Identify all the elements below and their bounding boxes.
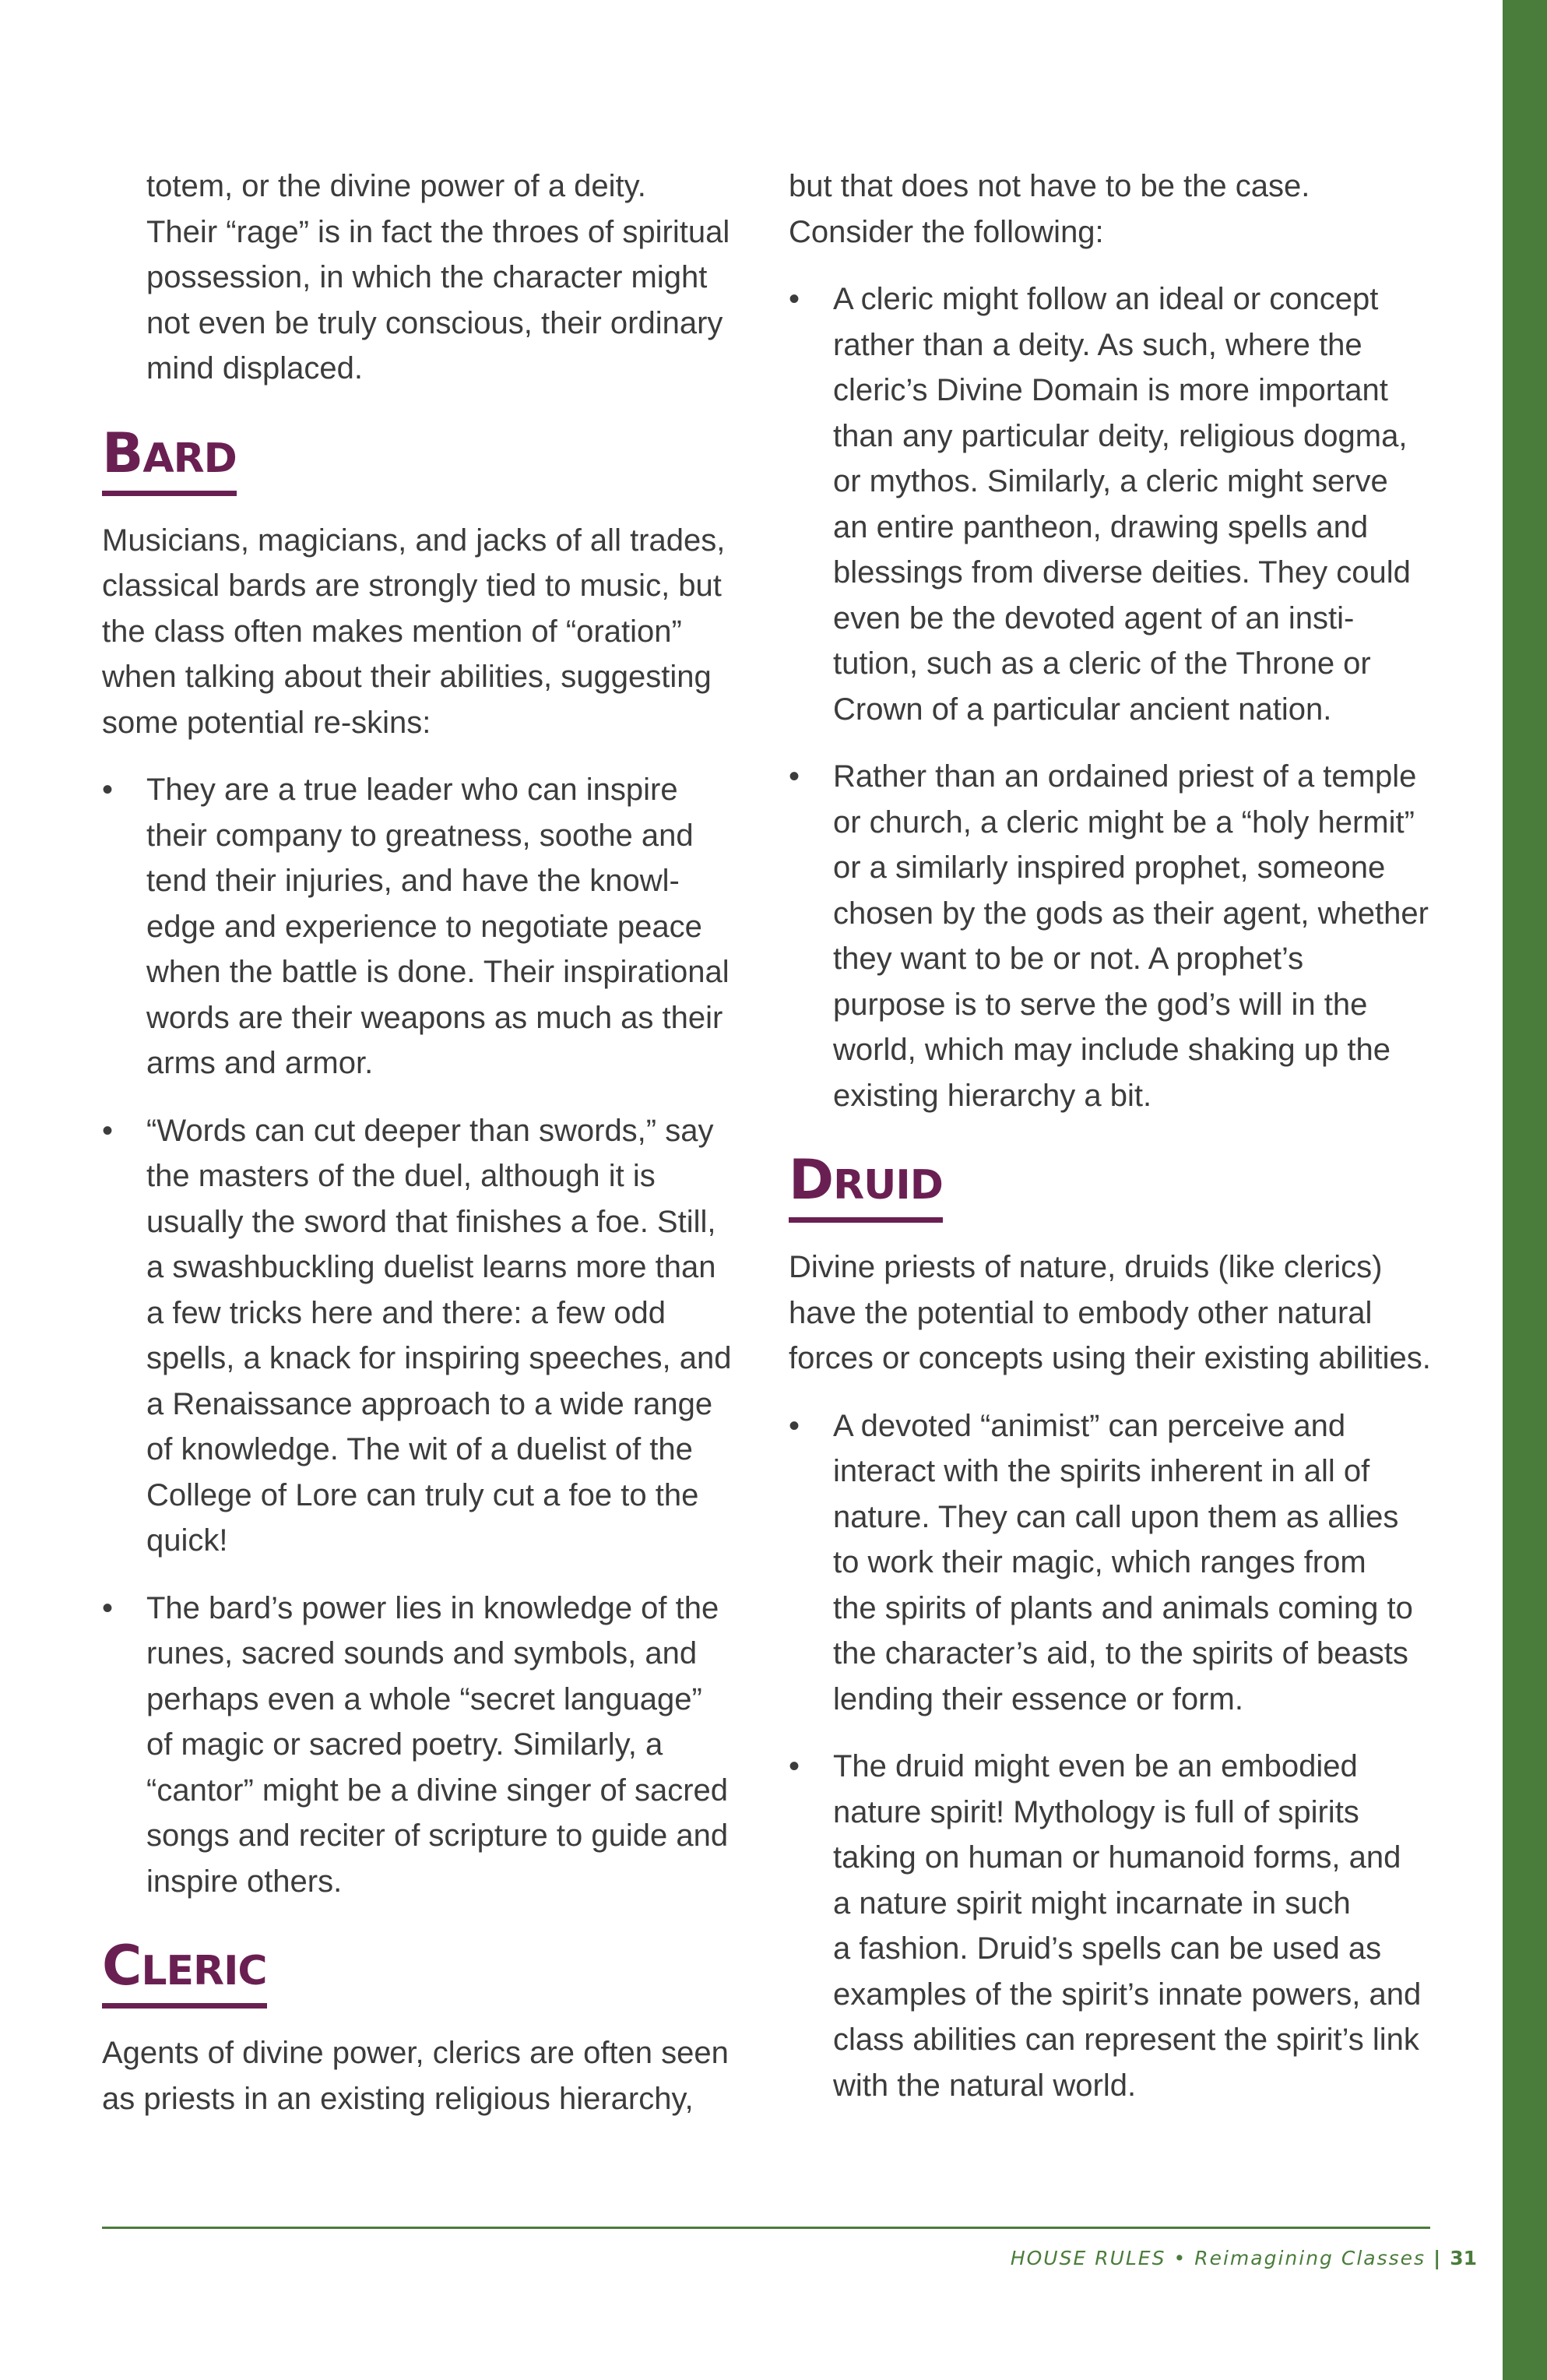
text-line: forces or concepts using their existing abilities. xyxy=(789,1341,1431,1375)
text-line: when talking about their abilities, suggesting xyxy=(102,660,712,694)
right-column xyxy=(789,164,1435,2130)
cleric-heading: CLERIC xyxy=(102,1935,267,2009)
druid-heading: DRUID xyxy=(789,1150,943,1223)
bard-heading-wrap xyxy=(102,423,748,496)
text-line: but that does not have to be the case. xyxy=(789,169,1310,203)
bullet-icon: • xyxy=(789,1408,800,1443)
cleric-bullet-item: • A cleric might follow an ideal or concept rather than a deity. As such, where the cleric’s Divine Domain is more important than any particular deity, religious dogma, or mythos. Similarly, a cleric might serve an entire pantheon, drawing spells and blessings from diverse deities. They could even be the devoted agent of an insti- tution, such as a cleric of the Throne or Crown of a particular ancient nation. xyxy=(789,276,1435,732)
bullet-icon: • xyxy=(789,759,800,794)
green-side-bar xyxy=(1503,0,1547,2380)
text-line: mind displaced. xyxy=(146,351,363,386)
text-line: have the potential to embody other natural xyxy=(789,1295,1373,1330)
text-line: classical bards are strongly tied to music, but xyxy=(102,569,722,603)
text-line: as priests in an existing religious hierarchy, xyxy=(102,2081,694,2116)
text-line: totem, or the divine power of a deity. xyxy=(146,169,646,203)
cleric-intro-paragraph xyxy=(102,2030,748,2121)
druid-bullet-item: • The druid might even be an embodied nature spirit! Mythology is full of spirits taking on human or humanoid forms, and a nature spirit might incarnate in such a fashion. Druid’s spells can be used as examples of the spirit’s innate powers, and class abilities can represent the spirit’s link with the natural world. xyxy=(789,1744,1435,2108)
footer-book-title: HOUSE RULES xyxy=(1010,2247,1166,2269)
text-line: the class often makes mention of “oration” xyxy=(102,614,682,649)
footer-separator: • xyxy=(1173,2247,1187,2269)
bullet-icon: • xyxy=(102,1113,114,1148)
bard-bullet-item: • “Words can cut deeper than swords,” say the masters of the duel, although it is usually the sword that finishes a foe. Still, a swashbuckling duelist learns more than a few tricks here and there: a few odd spells, a knack for inspiring speeches, and a Renaissance approach to a wide range of knowledge. The wit of a duelist of the College of Lore can truly cut a foe to the quick! xyxy=(102,1108,748,1564)
text-line: Divine priests of nature, druids (like clerics) xyxy=(789,1250,1383,1284)
cleric-heading-wrap xyxy=(102,1935,748,2009)
bullet-icon: • xyxy=(102,1590,114,1625)
druid-bullet-list xyxy=(789,1403,1435,2109)
cleric-bullet-item: • Rather than an ordained priest of a temple or church, a cleric might be a “holy hermit” or a similarly inspired prophet, someone chosen by the gods as their agent, whether they want to be or not. A prophet’s purpose is to serve the god’s will in the world, which may include shaking up the existing hierarchy a bit. xyxy=(789,754,1435,1118)
footer-pipe: | xyxy=(1433,2247,1443,2269)
bullet-icon: • xyxy=(102,773,114,807)
bard-bullet-item: • They are a true leader who can inspire their company to greatness, soothe and tend their injuries, and have the knowl- edge and experience to negotiate peace when the battle is done. Their inspirational words are their weapons as much as their arms and armor. xyxy=(102,767,748,1086)
barbarian-continued-paragraph xyxy=(102,164,748,392)
footer-chapter-title: Reimagining Classes xyxy=(1194,2247,1426,2269)
text-line: Consider the following: xyxy=(789,214,1104,249)
text-line: some potential re-skins: xyxy=(102,705,431,740)
bard-bullet-item: • The bard’s power lies in knowledge of the runes, sacred sounds and symbols, and perhaps even a whole “secret language” of magic or sacred poetry. Similarly, a “cantor” might be a divine singer of sacred songs and reciter of scripture to guide and inspire others. xyxy=(102,1586,748,1905)
text-line: Agents of divine power, clerics are often seen xyxy=(102,2036,729,2070)
cleric-continued-paragraph xyxy=(789,164,1435,255)
druid-bullet-item: • A devoted “animist” can perceive and interact with the spirits inherent in all of nature. They can call upon them as allies to work their magic, which ranges from the spirits of plants and animals coming to the character’s aid, to the spirits of beasts lending their essence or form. xyxy=(789,1403,1435,1723)
druid-intro-paragraph xyxy=(789,1245,1435,1382)
bard-intro-paragraph xyxy=(102,518,748,746)
footer-rule xyxy=(102,2227,1430,2229)
page-footer xyxy=(1011,2247,1477,2269)
druid-heading-wrap xyxy=(789,1150,1435,1223)
left-column xyxy=(102,164,748,2121)
text-line: possession, in which the character might xyxy=(146,260,708,294)
cleric-bullet-list xyxy=(789,276,1435,1118)
text-line: not even be truly conscious, their ordinary xyxy=(146,305,723,340)
bullet-icon: • xyxy=(789,1749,800,1783)
bullet-icon: • xyxy=(789,282,800,316)
text-line: Musicians, magicians, and jacks of all trades, xyxy=(102,523,726,558)
bard-bullet-list xyxy=(102,767,748,1904)
page-number: 31 xyxy=(1450,2247,1477,2269)
text-line: Their “rage” is in fact the throes of spiritual xyxy=(146,214,730,249)
bard-heading: BARD xyxy=(102,423,237,496)
